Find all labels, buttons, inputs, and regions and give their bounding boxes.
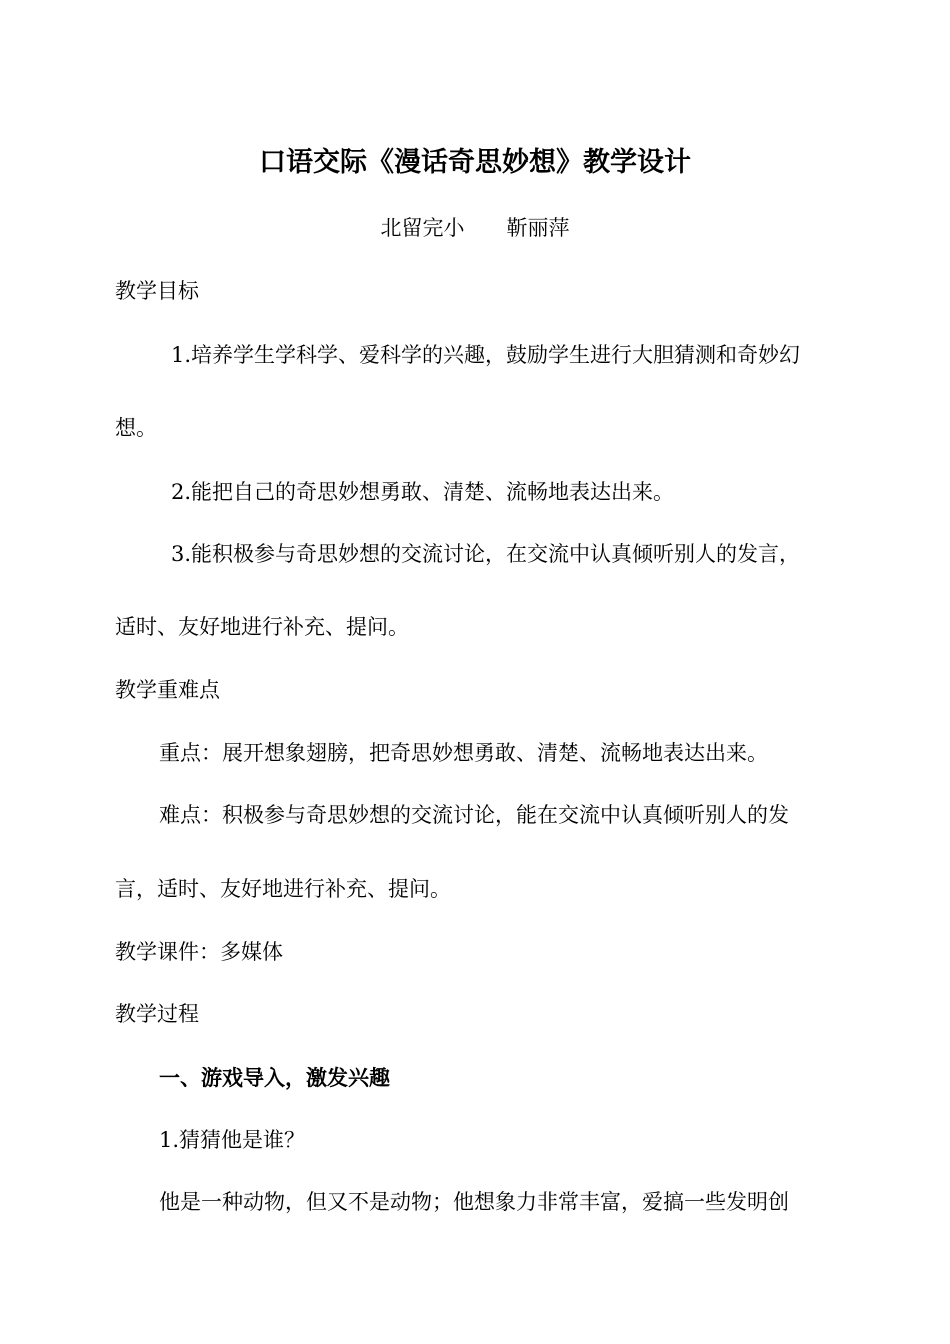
section-heading-key-points: 教学重难点 (115, 678, 220, 702)
document-title: 口语交际《漫话奇思妙想》教学设计 (259, 147, 691, 178)
goal-1-line-2: 想。 (115, 416, 157, 440)
step-1-text: 他是一种动物，但又不是动物；他想象力非常丰富，爱搞一些发明创 (159, 1190, 789, 1214)
difficulty-line-2: 言，适时、友好地进行补充、提问。 (115, 877, 451, 901)
goal-2: 2.能把自己的奇思妙想勇敢、清楚、流畅地表达出来。 (171, 480, 675, 504)
section-heading-goals: 教学目标 (115, 279, 199, 303)
section-heading-process: 教学过程 (115, 1002, 199, 1026)
step-1-heading: 一、游戏导入，激发兴趣 (159, 1066, 390, 1090)
courseware: 教学课件：多媒体 (115, 940, 283, 964)
goal-3-line-2: 适时、友好地进行补充、提问。 (115, 615, 409, 639)
difficulty-line-1: 难点：积极参与奇思妙想的交流讨论，能在交流中认真倾听别人的发 (159, 803, 789, 827)
step-1-question: 1.猜猜他是谁？ (159, 1128, 306, 1152)
goal-3-line-1: 3.能积极参与奇思妙想的交流讨论，在交流中认真倾听别人的发言， (171, 542, 801, 566)
goal-1-line-1: 1.培养学生学科学、爱科学的兴趣，鼓励学生进行大胆猜测和奇妙幻 (171, 343, 801, 367)
key-point: 重点：展开想象翅膀，把奇思妙想勇敢、清楚、流畅地表达出来。 (159, 741, 768, 765)
author-line: 北留完小 靳丽萍 (380, 216, 570, 240)
